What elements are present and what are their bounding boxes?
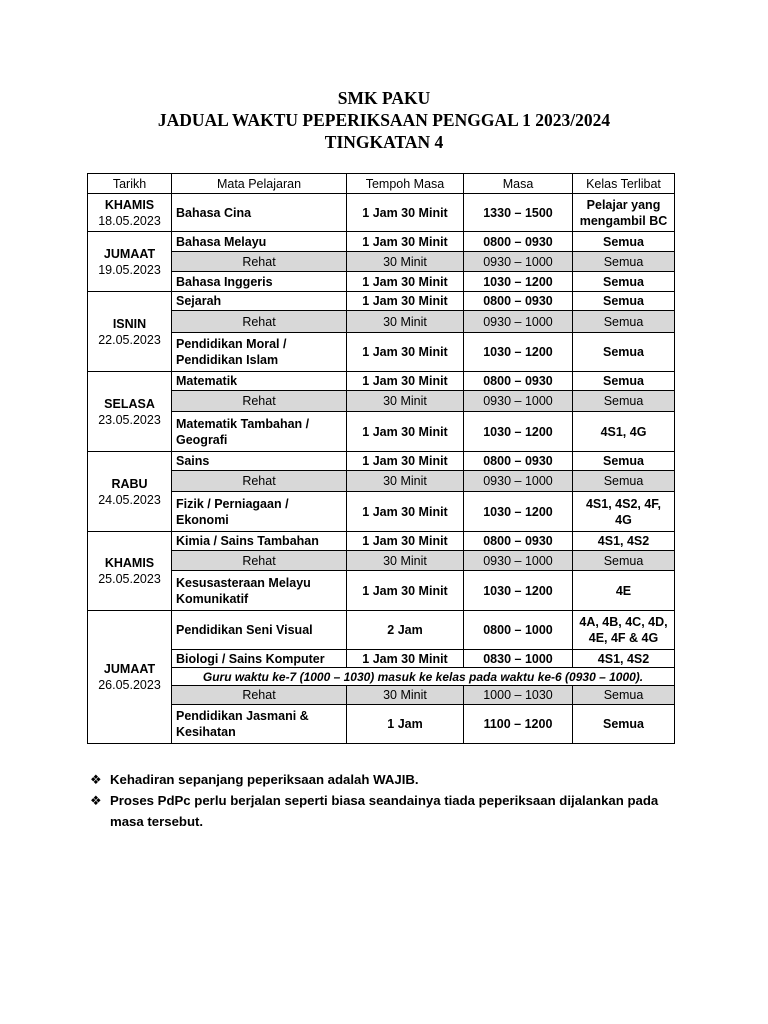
time-cell: 0800 – 0930 [464, 232, 573, 252]
table-row [88, 492, 675, 532]
exam-timetable [87, 173, 675, 744]
subject-cell: Kimia / Sains Tambahan [172, 532, 347, 551]
duration-cell: 1 Jam 30 Minit [347, 532, 464, 551]
table-row [88, 372, 675, 391]
day-date: 26.05.2023 [98, 678, 161, 692]
duration-cell: 30 Minit [347, 686, 464, 705]
classes-cell: 4S1, 4S2, 4F, 4G [573, 492, 675, 532]
note-text: Kehadiran sepanjang peperiksaan adalah WAJIB. [110, 772, 419, 787]
list-item [90, 790, 690, 832]
table-row-break [88, 252, 675, 272]
time-cell: 1030 – 1200 [464, 333, 573, 372]
classes-cell: 4E [573, 571, 675, 611]
column-header-date: Tarikh [88, 174, 172, 194]
classes-cell: Semua [573, 311, 675, 333]
subject-cell: Bahasa Inggeris [172, 272, 347, 292]
classes-cell: Semua [573, 292, 675, 311]
duration-cell: 30 Minit [347, 391, 464, 412]
time-cell: 0800 – 0930 [464, 532, 573, 551]
duration-cell: 1 Jam 30 Minit [347, 194, 464, 232]
time-cell: 0930 – 1000 [464, 252, 573, 272]
document-heading [0, 87, 768, 153]
day-name: RABU [111, 476, 148, 491]
column-header-time: Masa [464, 174, 573, 194]
subject-cell: Rehat [172, 551, 347, 571]
table-row-break [88, 551, 675, 571]
column-header-duration: Tempoh Masa [347, 174, 464, 194]
table-row [88, 272, 675, 292]
duration-cell: 30 Minit [347, 252, 464, 272]
subject-cell: Bahasa Melayu [172, 232, 347, 252]
table-row [88, 571, 675, 611]
time-cell: 0930 – 1000 [464, 311, 573, 333]
subject-cell: Sejarah [172, 292, 347, 311]
day-date: 25.05.2023 [98, 572, 161, 586]
subject-cell: Rehat [172, 686, 347, 705]
subject-cell: Pendidikan Jasmani & Kesihatan [172, 705, 347, 744]
classes-cell: Semua [573, 372, 675, 391]
duration-cell: 1 Jam 30 Minit [347, 372, 464, 391]
classes-cell: Semua [573, 391, 675, 412]
duration-cell: 1 Jam 30 Minit [347, 292, 464, 311]
school-name: SMK PAKU [337, 88, 431, 108]
note-text: Proses PdPc perlu berjalan seperti biasa seandainya tiada peperiksaan dijalankan pada masa tersebut. [110, 793, 659, 829]
duration-cell: 2 Jam [347, 611, 464, 650]
form-level: TINGKATAN 4 [324, 132, 444, 152]
time-cell: 1100 – 1200 [464, 705, 573, 744]
column-header-classes: Kelas Terlibat [573, 174, 675, 194]
time-cell: 0800 – 0930 [464, 452, 573, 471]
duration-cell: 1 Jam 30 Minit [347, 232, 464, 252]
date-cell [88, 452, 172, 532]
time-cell: 1030 – 1200 [464, 272, 573, 292]
day-date: 22.05.2023 [98, 332, 161, 347]
classes-cell: 4A, 4B, 4C, 4D, 4E, 4F & 4G [573, 611, 675, 650]
classes-cell: Semua [573, 272, 675, 292]
table-note-row [88, 668, 675, 686]
duration-cell: 1 Jam 30 Minit [347, 571, 464, 611]
diamond-bullet-icon: ❖ [90, 793, 102, 808]
teacher-note: Guru waktu ke-7 (1000 – 1030) masuk ke kelas pada waktu ke-6 (0930 – 1000). [172, 668, 675, 686]
duration-cell: 30 Minit [347, 311, 464, 333]
date-cell [88, 232, 172, 292]
table-row [88, 705, 675, 744]
table-row-break [88, 391, 675, 412]
time-cell: 1030 – 1200 [464, 571, 573, 611]
time-cell: 0930 – 1000 [464, 551, 573, 571]
subject-cell: Matematik Tambahan / Geografi [172, 412, 347, 452]
list-item [90, 769, 690, 790]
classes-cell: Semua [573, 252, 675, 272]
duration-cell: 1 Jam 30 Minit [347, 272, 464, 292]
duration-cell: 30 Minit [347, 551, 464, 571]
duration-cell: 1 Jam 30 Minit [347, 492, 464, 532]
diamond-bullet-icon: ❖ [90, 772, 102, 787]
classes-cell: Pelajar yang mengambil BC [573, 194, 675, 232]
day-name: ISNIN [112, 316, 147, 331]
subject-cell: Pendidikan Moral / Pendidikan Islam [172, 333, 347, 372]
classes-cell: Semua [573, 705, 675, 744]
classes-cell: 4S1, 4G [573, 412, 675, 452]
day-date: 24.05.2023 [98, 492, 161, 507]
table-row [88, 292, 675, 311]
time-cell: 0930 – 1000 [464, 391, 573, 412]
table-row-break [88, 311, 675, 333]
page-title: JADUAL WAKTU PEPERIKSAAN PENGGAL 1 2023/2024 [157, 110, 611, 130]
duration-cell: 1 Jam 30 Minit [347, 650, 464, 668]
table-row [88, 452, 675, 471]
classes-cell: Semua [573, 452, 675, 471]
table-row-break [88, 686, 675, 705]
subject-cell: Biologi / Sains Komputer [172, 650, 347, 668]
subject-cell: Fizik / Perniagaan / Ekonomi [172, 492, 347, 532]
classes-cell: Semua [573, 232, 675, 252]
duration-cell: 1 Jam [347, 705, 464, 744]
table-row [88, 611, 675, 650]
subject-cell: Sains [172, 452, 347, 471]
table-row [88, 333, 675, 372]
table-row [88, 532, 675, 551]
subject-cell: Kesusasteraan Melayu Komunikatif [172, 571, 347, 611]
duration-cell: 1 Jam 30 Minit [347, 452, 464, 471]
classes-cell: Semua [573, 551, 675, 571]
duration-cell: 1 Jam 30 Minit [347, 333, 464, 372]
table-header-row [88, 174, 675, 194]
subject-cell: Rehat [172, 391, 347, 412]
time-cell: 1000 – 1030 [464, 686, 573, 705]
subject-cell: Bahasa Cina [172, 194, 347, 232]
day-name: KHAMIS [104, 556, 155, 570]
time-cell: 0800 – 0930 [464, 372, 573, 391]
table-row-break [88, 471, 675, 492]
day-date: 19.05.2023 [98, 262, 161, 277]
table-row [88, 412, 675, 452]
subject-cell: Matematik [172, 372, 347, 391]
day-date: 18.05.2023 [98, 213, 161, 228]
time-cell: 1030 – 1200 [464, 412, 573, 452]
subject-cell: Rehat [172, 471, 347, 492]
classes-cell: Semua [573, 333, 675, 372]
subject-cell: Rehat [172, 252, 347, 272]
date-cell [88, 292, 172, 372]
duration-cell: 30 Minit [347, 471, 464, 492]
day-date: 23.05.2023 [98, 412, 161, 427]
table-row [88, 650, 675, 668]
time-cell: 0930 – 1000 [464, 471, 573, 492]
date-cell [88, 194, 172, 232]
time-cell: 0800 – 1000 [464, 611, 573, 650]
date-cell [88, 532, 172, 611]
time-cell: 1030 – 1200 [464, 492, 573, 532]
duration-cell: 1 Jam 30 Minit [347, 412, 464, 452]
time-cell: 1330 – 1500 [464, 194, 573, 232]
day-name: SELASA [104, 396, 155, 411]
time-cell: 0830 – 1000 [464, 650, 573, 668]
classes-cell: Semua [573, 686, 675, 705]
classes-cell: 4S1, 4S2 [573, 532, 675, 551]
column-header-subject: Mata Pelajaran [172, 174, 347, 194]
classes-cell: Semua [573, 471, 675, 492]
table-row [88, 194, 675, 232]
day-name: JUMAAT [103, 662, 156, 676]
date-cell [88, 611, 172, 744]
classes-cell: 4S1, 4S2 [573, 650, 675, 668]
subject-cell: Pendidikan Seni Visual [172, 611, 347, 650]
time-cell: 0800 – 0930 [464, 292, 573, 311]
date-cell [88, 372, 172, 452]
notes-list [90, 769, 690, 832]
subject-cell: Rehat [172, 311, 347, 333]
table-row [88, 232, 675, 252]
day-name: JUMAAT [103, 246, 156, 261]
day-name: KHAMIS [104, 197, 155, 212]
